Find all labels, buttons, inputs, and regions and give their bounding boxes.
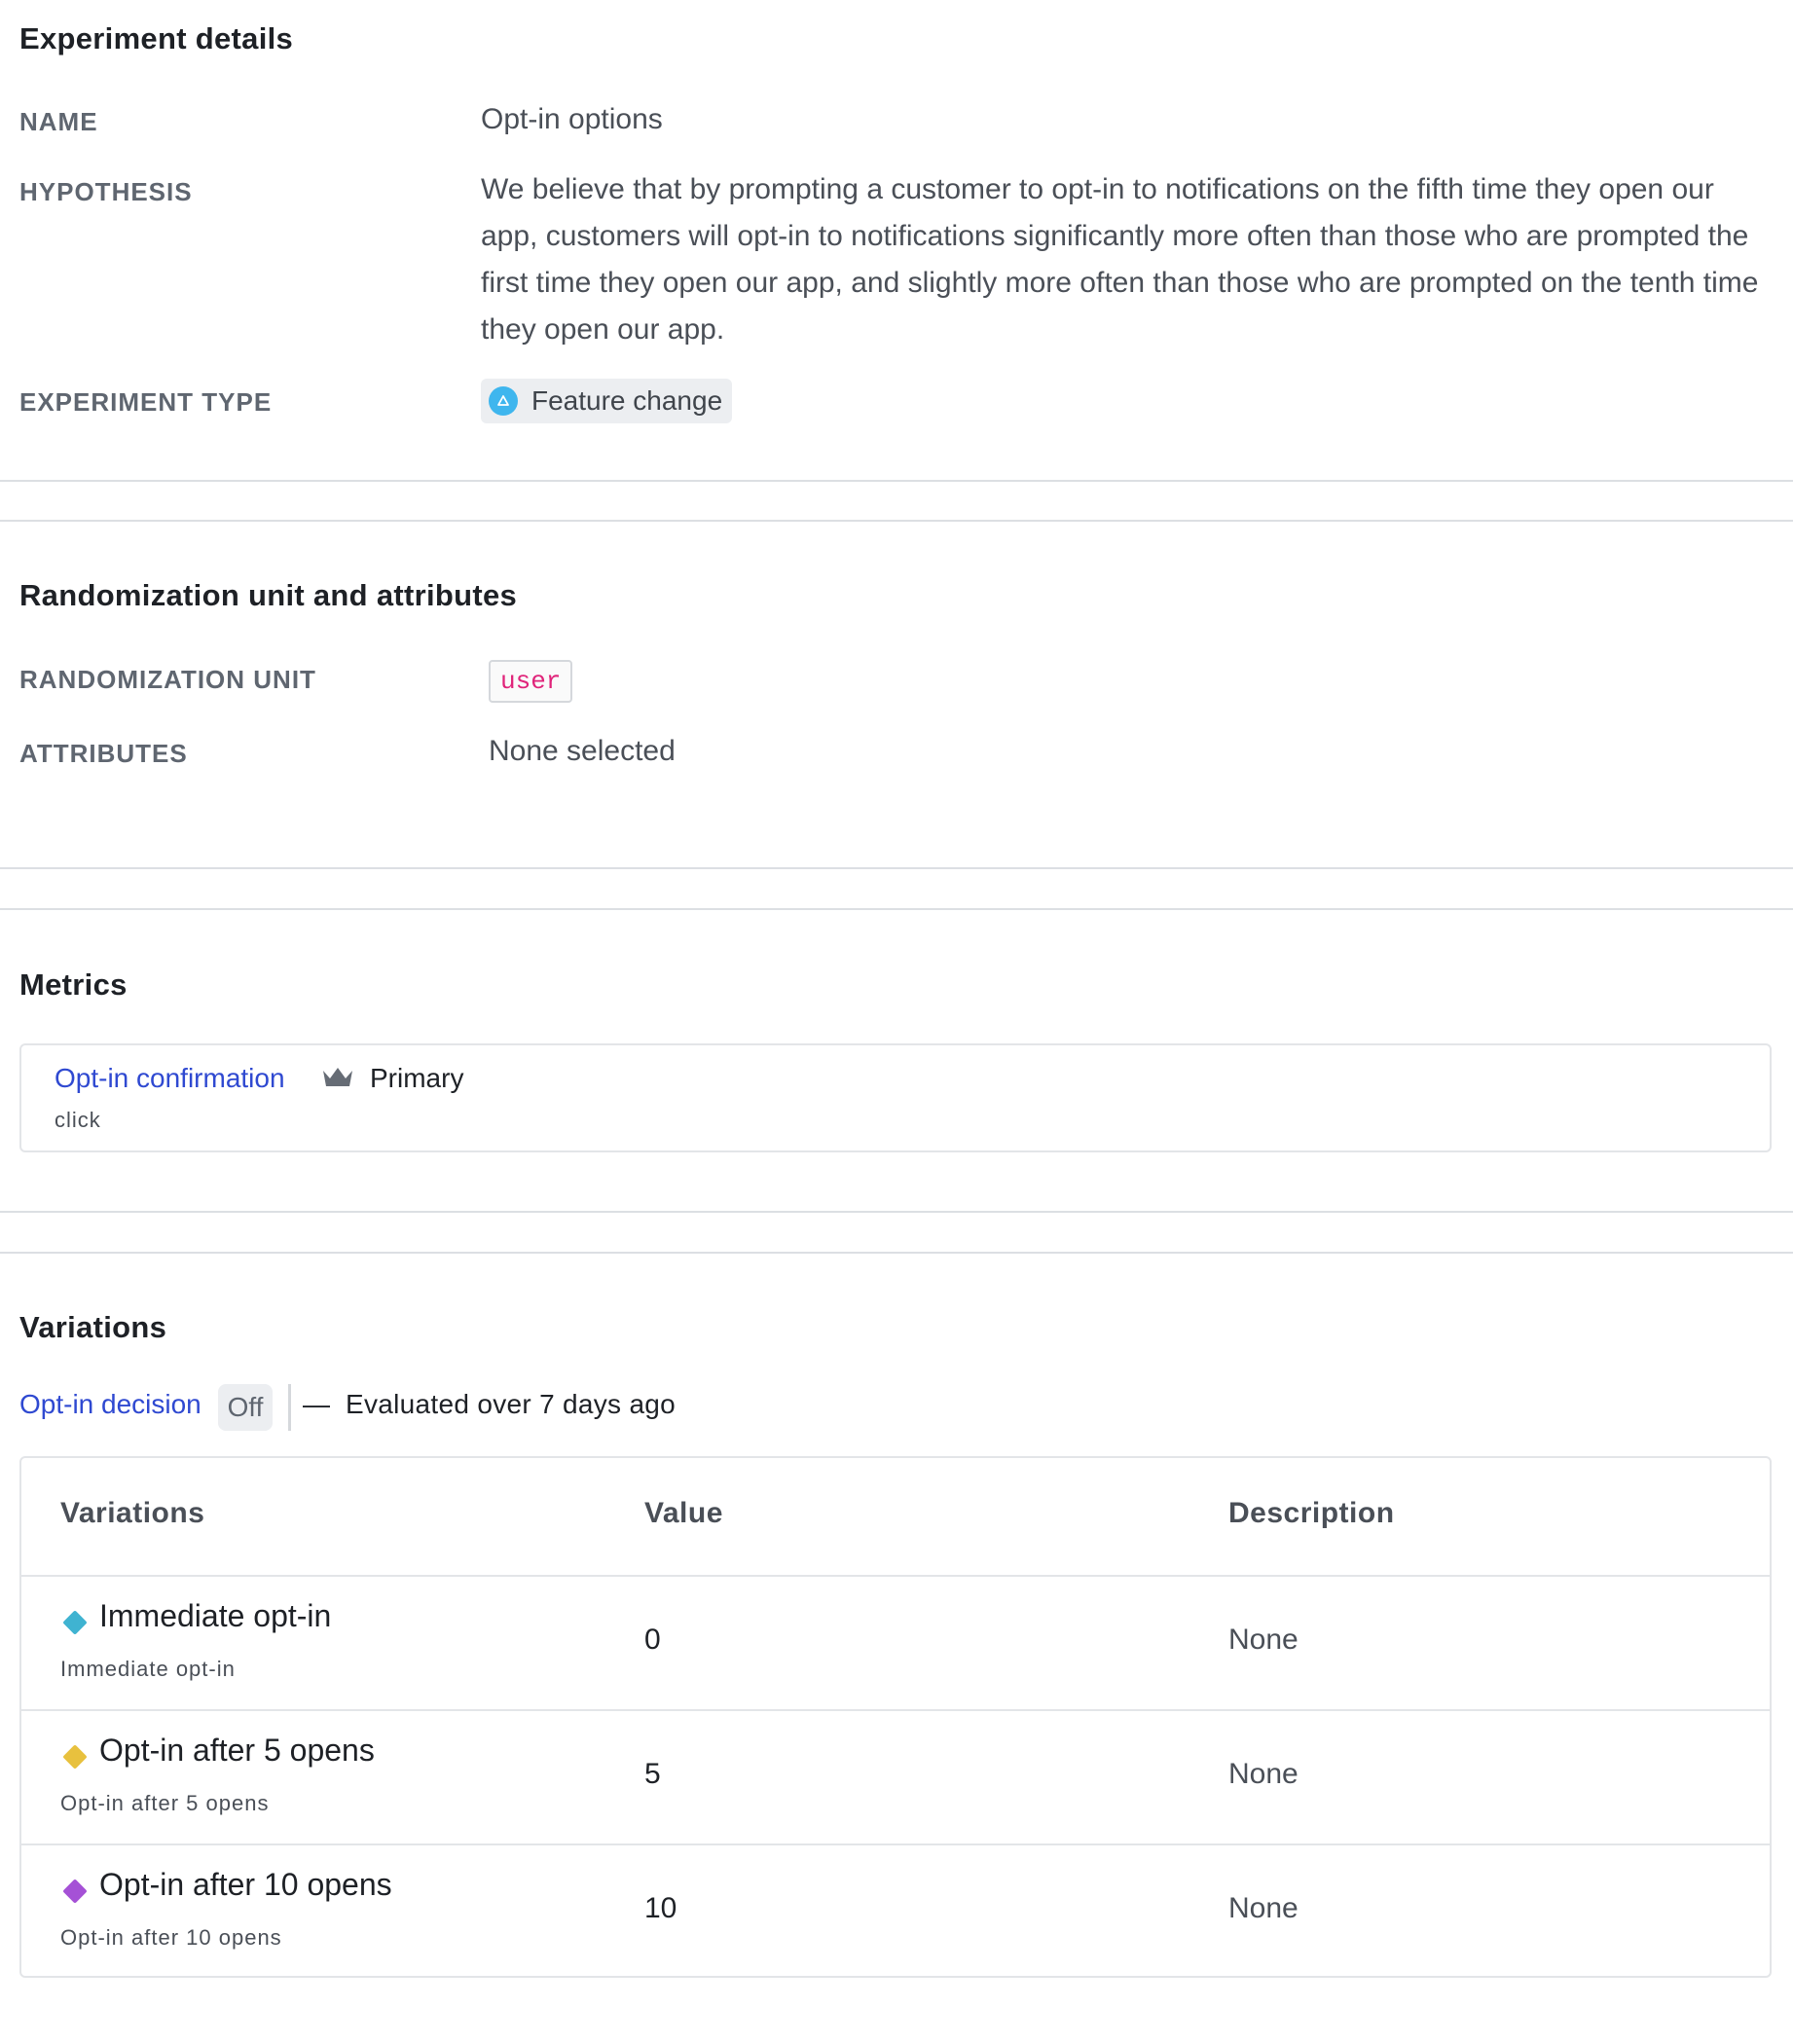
hypothesis-label: HYPOTHESIS bbox=[19, 177, 193, 206]
metric-link[interactable]: Opt-in confirmation bbox=[55, 1063, 285, 1093]
table-header bbox=[21, 1458, 1770, 1577]
experiment-name: Opt-in options bbox=[481, 103, 663, 135]
column-header-value: Value bbox=[644, 1497, 723, 1529]
variations-heading: Variations bbox=[19, 1310, 167, 1344]
dash-separator: — bbox=[303, 1389, 330, 1419]
primary-badge: Primary bbox=[370, 1063, 464, 1093]
divider bbox=[0, 1252, 1793, 1254]
variation-description: None bbox=[1228, 1892, 1299, 1924]
divider bbox=[0, 520, 1793, 522]
name-label: NAME bbox=[19, 107, 98, 136]
variation-value: 0 bbox=[644, 1624, 661, 1656]
crown-icon bbox=[321, 1065, 354, 1095]
table-row bbox=[21, 1575, 1770, 1711]
experiment-type-label: EXPERIMENT TYPE bbox=[19, 387, 273, 417]
hypothesis-text: We believe that by prompting a customer to opt-in to notifications on the fifth time they open our app, customers will opt-in to notifications significantly more often than those who are prompted the first time they open our app, and slightly more often than those who are prompted on the tenth time they open our app. bbox=[481, 173, 1759, 346]
variation-name: Opt-in after 10 opens bbox=[99, 1867, 392, 1902]
randomization-unit-label: RANDOMIZATION UNIT bbox=[19, 665, 316, 694]
feature-change-icon bbox=[489, 386, 518, 416]
column-header-variations: Variations bbox=[60, 1497, 205, 1529]
metrics-heading: Metrics bbox=[19, 967, 128, 1002]
variation-description: None bbox=[1228, 1758, 1299, 1790]
column-header-description: Description bbox=[1228, 1497, 1395, 1529]
randomization-heading: Randomization unit and attributes bbox=[19, 578, 518, 612]
flag-status-badge: Off bbox=[218, 1384, 273, 1431]
divider bbox=[0, 480, 1793, 482]
vertical-divider bbox=[288, 1384, 291, 1431]
variation-description: None bbox=[1228, 1624, 1299, 1656]
randomization-unit-value: user bbox=[489, 660, 572, 703]
variation-diamond-icon bbox=[62, 1879, 87, 1903]
variation-value: 5 bbox=[644, 1758, 661, 1790]
experiment-details-heading: Experiment details bbox=[19, 21, 294, 55]
variations-table bbox=[19, 1456, 1772, 1978]
variation-name: Opt-in after 5 opens bbox=[99, 1733, 375, 1768]
evaluation-status: Evaluated over 7 days ago bbox=[346, 1389, 677, 1419]
experiment-type-badge bbox=[481, 379, 732, 423]
variation-subtitle: Opt-in after 10 opens bbox=[60, 1925, 282, 1950]
variation-diamond-icon bbox=[62, 1610, 87, 1634]
metric-event-kind: click bbox=[55, 1108, 101, 1132]
table-row bbox=[21, 1843, 1770, 1978]
variation-subtitle: Immediate opt-in bbox=[60, 1657, 236, 1681]
variation-name: Immediate opt-in bbox=[99, 1598, 332, 1633]
divider bbox=[0, 908, 1793, 910]
experiment-type-value: Feature change bbox=[531, 385, 723, 416]
divider bbox=[0, 1211, 1793, 1213]
attributes-label: ATTRIBUTES bbox=[19, 739, 188, 768]
metric-card bbox=[19, 1043, 1772, 1152]
variation-diamond-icon bbox=[62, 1744, 87, 1769]
flag-link[interactable]: Opt-in decision bbox=[19, 1389, 201, 1419]
table-row bbox=[21, 1709, 1770, 1845]
variation-value: 10 bbox=[644, 1892, 677, 1924]
divider bbox=[0, 867, 1793, 869]
attributes-value: None selected bbox=[489, 735, 676, 767]
variation-subtitle: Opt-in after 5 opens bbox=[60, 1791, 270, 1815]
